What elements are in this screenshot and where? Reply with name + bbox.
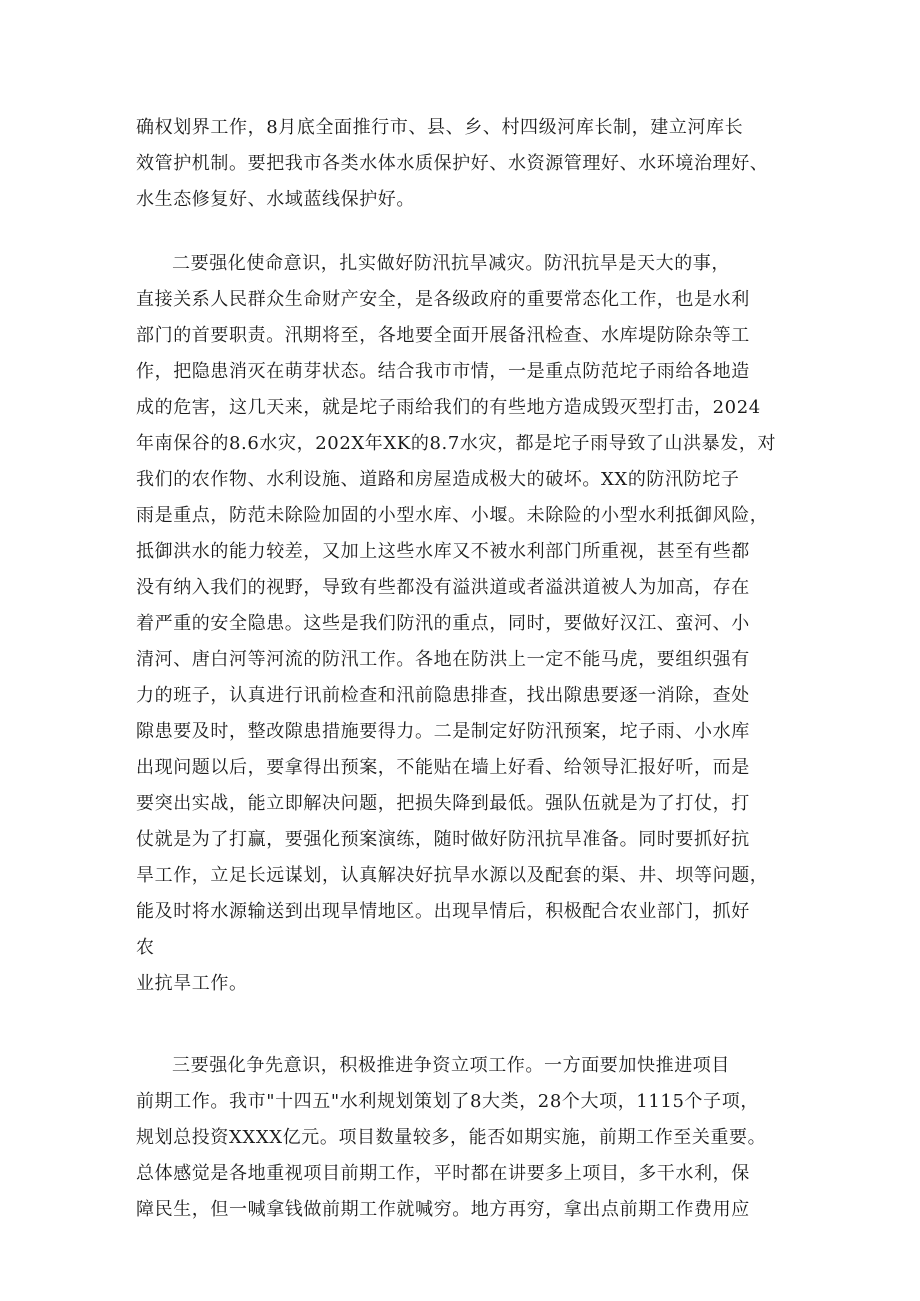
text-line: 效管护机制。要把我市各类水体水质保护好、水资源管理好、水环境治理好、 (136, 153, 769, 174)
text-line: 三要强化争先意识，积极推进争资立项工作。一方面要加快推进项目 (172, 1055, 730, 1076)
text-line: 总体感觉是各地重视项目前期工作，平时都在讲要多上项目，多干水利，保 (136, 1163, 750, 1184)
text-line: 规划总投资XXXX亿元。项目数量较多，能否如期实施，前期工作至关重要。 (136, 1127, 767, 1148)
text-line: 确权划界工作，8月底全面推行市、县、乡、村四级河库长制，建立河库长 (136, 117, 744, 138)
text-line: 雨是重点，防范未除险加固的小型水库、小堰。未除险的小型水利抵御风险， (136, 505, 769, 526)
text-line: 我们的农作物、水利设施、道路和房屋造成极大的破坏。XX的防汛防坨子 (136, 469, 740, 490)
text-line: 水生态修复好、水域蓝线保护好。 (136, 189, 415, 210)
paragraph-project-funding (136, 1048, 792, 1228)
text-line: 旱工作，立足长远谋划，认真解决好抗旱水源以及配套的渠、井、坝等问题， (136, 865, 769, 886)
text-line: 障民生，但一喊拿钱做前期工作就喊穷。地方再穷，拿出点前期工作费用应 (136, 1199, 750, 1220)
text-line: 要突出实战，能立即解决问题，把损失降到最低。强队伍就是为了打仗，打 (136, 793, 750, 814)
paragraph-flood-control (136, 246, 792, 1002)
text-line: 业抗旱工作。 (136, 973, 248, 994)
text-line: 年南保谷的8.6水灾，202X年XK的8.7水灾，都是坨子雨导致了山洪暴发，对 (136, 433, 777, 454)
paragraph-river-chief (136, 110, 792, 218)
text-line: 抵御洪水的能力较差，又加上这些水库又不被水利部门所重视，甚至有些都 (136, 541, 750, 562)
text-line: 作，把隐患消灭在萌芽状态。结合我市市情，一是重点防范坨子雨给各地造 (136, 361, 750, 382)
text-line: 成的危害，这几天来，就是坨子雨给我们的有些地方造成毁灭型打击，2024 (136, 397, 761, 418)
text-line: 部门的首要职责。汛期将至，各地要全面开展备汛检查、水库堤防除杂等工 (136, 325, 750, 346)
text-line: 农 (136, 937, 155, 958)
text-line: 隙患要及时，整改隙患措施要得力。二是制定好防汛预案，坨子雨、小水库 (136, 721, 750, 742)
text-line: 直接关系人民群众生命财产安全，是各级政府的重要常态化工作，也是水利 (136, 289, 750, 310)
text-line: 力的班子，认真进行讯前检查和汛前隐患排查，找出隙患要逐一消除，查处 (136, 685, 750, 706)
text-line: 仗就是为了打赢，要强化预案演练，随时做好防汛抗旱准备。同时要抓好抗 (136, 829, 750, 850)
text-line: 前期工作。我市"十四五"水利规划策划了8大类，28个大项，1115个子项， (136, 1091, 759, 1112)
text-line: 二要强化使命意识，扎实做好防汛抗旱减灾。防汛抗旱是天大的事， (172, 253, 730, 274)
text-line: 没有纳入我们的视野，导致有些都没有溢洪道或者溢洪道被人为加高，存在 (136, 577, 750, 598)
text-line: 着严重的安全隐患。这些是我们防汛的重点，同时，要做好汉江、蛮河、小 (136, 613, 750, 634)
text-line: 出现问题以后，要拿得出预案，不能贴在墙上好看、给领导汇报好听，而是 (136, 757, 750, 778)
text-line: 能及时将水源输送到出现旱情地区。出现旱情后，积极配合农业部门，抓好 (136, 901, 750, 922)
text-line: 清河、唐白河等河流的防汛工作。各地在防洪上一定不能马虎，要组织强有 (136, 649, 750, 670)
